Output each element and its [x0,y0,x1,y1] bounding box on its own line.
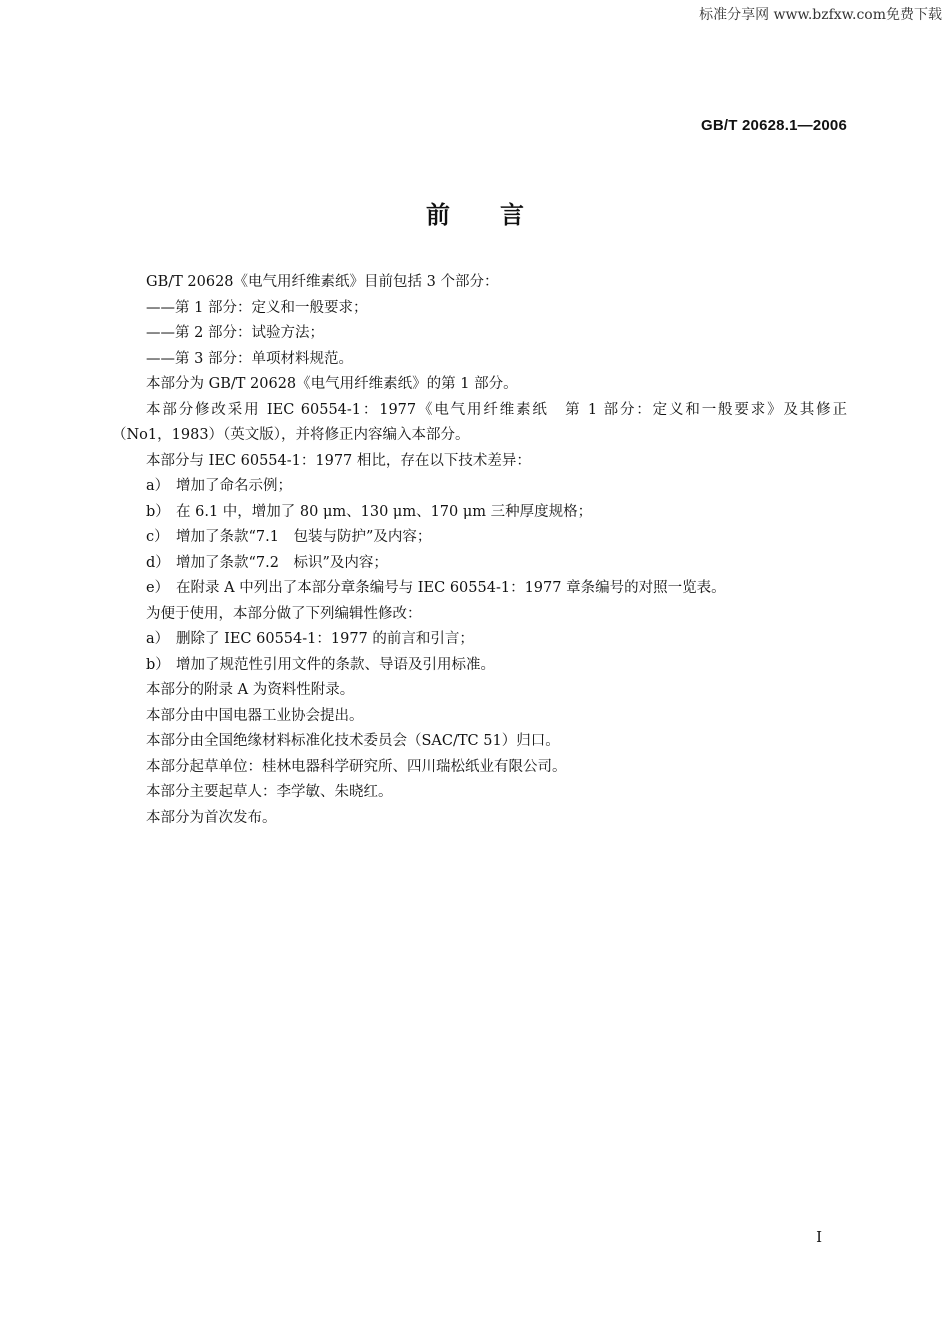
list-item [112,627,847,653]
paragraph-line: 本部分修改采用 IEC 60554-1：1977《电气用纤维素纸 第 1 部分：定义和一般要求》及其修正 [146,401,847,418]
paragraph: 本部分主要起草人：李学敏、朱晓红。 [146,784,393,800]
list-label: b） [146,656,170,673]
list-text: 在附录 A 中列出了本部分章条编号与 IEC 60554-1：1977 章条编号的对照一览表。 [176,580,726,596]
list-item [112,525,847,551]
paragraph: 本部分为 GB/T 20628《电气用纤维素纸》的第 1 部分。 [146,376,518,392]
list-text: 增加了规范性引用文件的条款、导语及引用标准。 [176,656,495,673]
watermark-text: 标准分享网 www.bzfxw.com免费下载 [699,7,942,23]
paragraph: 本部分由中国电器工业协会提出。 [146,707,364,724]
list-text: 在 6.1 中，增加了 80 μm、130 μm、170 μm 三种厚度规格； [176,503,593,520]
list-item [112,653,847,679]
list-item [112,551,847,577]
paragraph: 为便于使用，本部分做了下列编辑性修改： [146,605,422,622]
list-item: ——第 1 部分：定义和一般要求； [146,299,368,316]
list-label: a） [146,631,170,647]
standard-number: GB/T 20628.1—2006 [701,117,847,134]
list-label: e） [146,580,170,596]
list-item [112,576,847,602]
list-item: ——第 2 部分：试验方法； [146,325,324,341]
paragraph: 本部分起草单位：桂林电器科学研究所、四川瑞松纸业有限公司。 [146,758,567,775]
paragraph: 本部分与 IEC 60554-1：1977 相比，存在以下技术差异： [146,452,531,469]
list-label: a） [146,478,170,494]
paragraph-line: （No1，1983）（英文版），并将修正内容编入本部分。 [112,427,470,443]
list-item [112,500,847,526]
list-item: ——第 3 部分：单项材料规范。 [146,350,353,367]
list-label: d） [146,554,170,571]
list-text: 增加了条款“7.2 标识”及内容； [176,554,388,571]
list-text: 删除了 IEC 60554-1：1977 的前言和引言； [176,631,474,647]
page-number: I [816,1228,822,1246]
list-item [112,474,847,500]
page-title: 前言 [426,201,574,229]
list-label: b） [146,503,170,520]
list-text: 增加了条款“7.1 包装与防护”及内容； [176,529,432,545]
foreword-body [112,270,847,831]
paragraph: 本部分由全国绝缘材料标准化技术委员会（SAC/TC 51）归口。 [146,733,560,749]
list-text: 增加了命名示例； [176,478,292,494]
list-label: c） [146,529,169,545]
paragraph: 本部分为首次发布。 [146,809,277,826]
paragraph: GB/T 20628《电气用纤维素纸》目前包括 3 个部分： [146,274,499,290]
paragraph: 本部分的附录 A 为资料性附录。 [146,682,355,698]
